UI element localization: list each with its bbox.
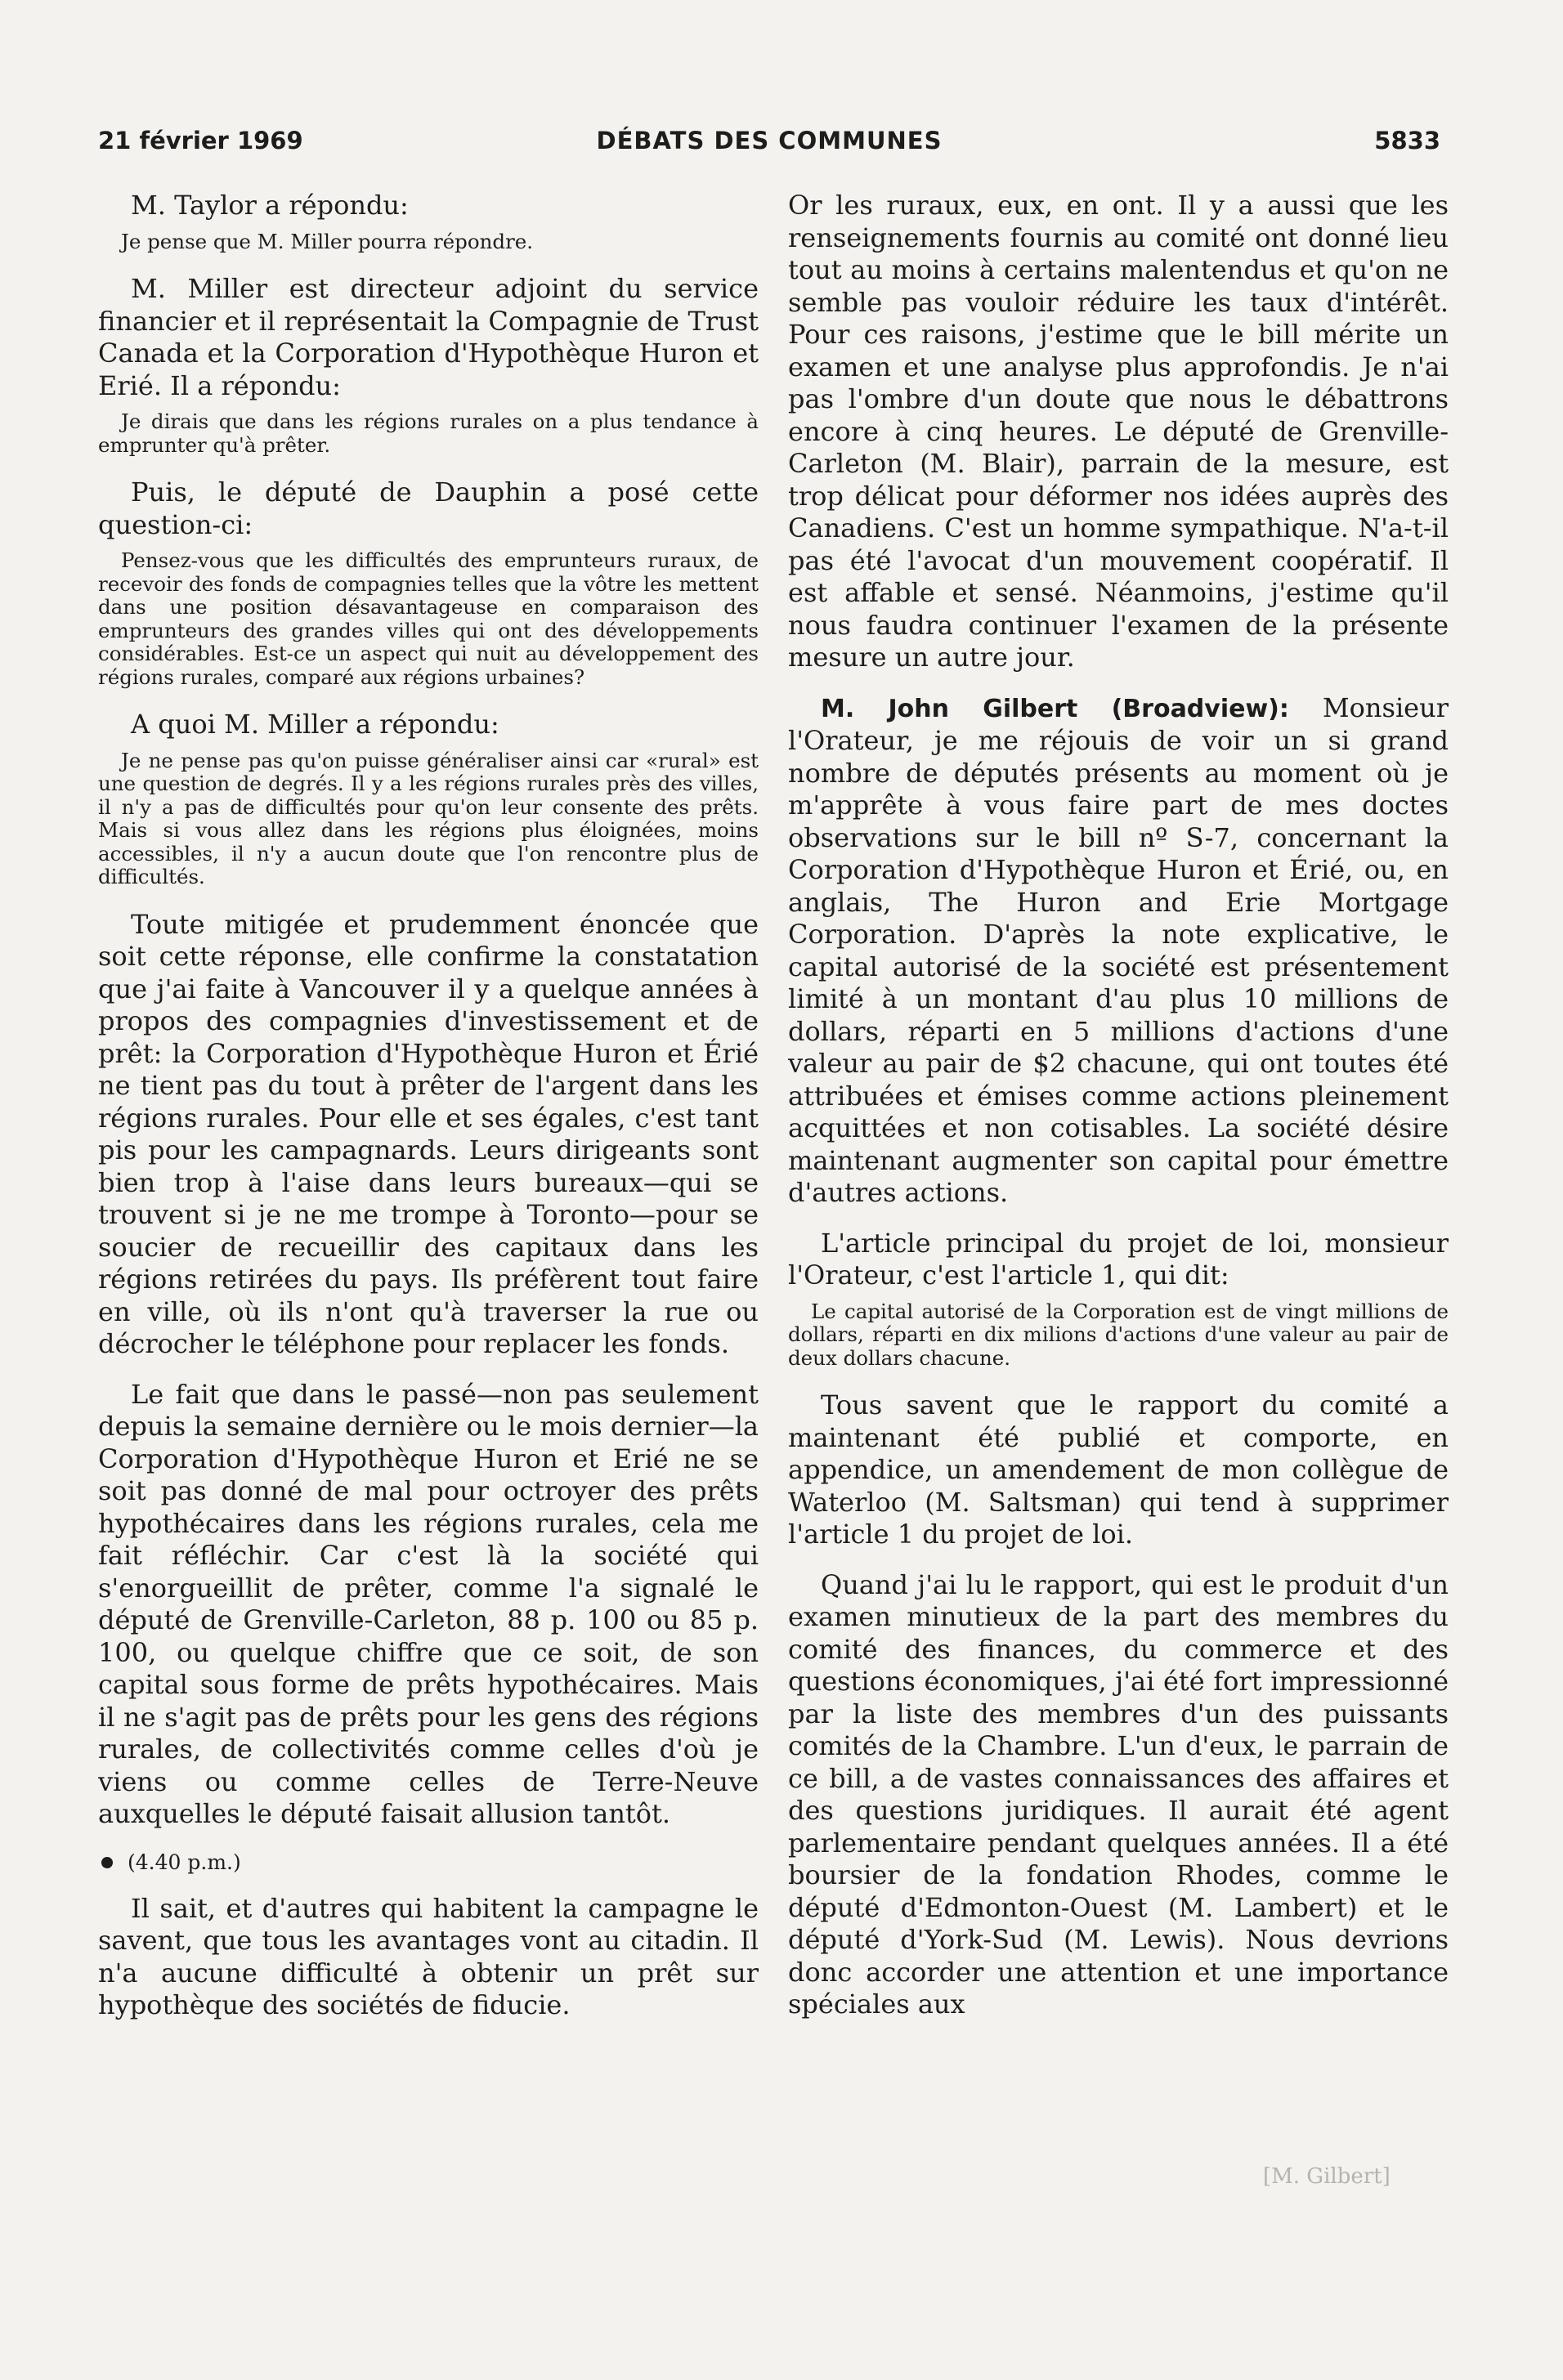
bullet-icon: [101, 1857, 113, 1868]
header-date: 21 février 1969: [98, 127, 303, 154]
page-number: 5833: [1374, 127, 1440, 154]
paragraph: Toute mitigée et prudemment énoncée que soit cette réponse, elle confirme la constatation que j'ai faite à Vancouver il y a quelque années à propos des compagnies d'investissement et de prêt: la Corporation d'Hypothèque Huron et Érié ne tient pas du tout à prêter de l'argent dans les régions rurales. Pour elle et ses égales, c'est tant pis pour les campagnards. Leurs dirigeants sont bien trop à l'aise dans leurs bureaux—qui se trouvent si je ne me trompe à Toronto—pour se soucier de recueillir des capitaux dans les régions retirées du pays. Ils préfèrent tout faire en ville, où ils n'ont qu'à traverser la rue ou décrocher le téléphone pour replacer les fonds.: [98, 908, 759, 1359]
running-header: [98, 127, 1440, 163]
left-column: [98, 190, 759, 2168]
paragraph: Or les ruraux, eux, en ont. Il y a aussi que les renseignements fournis au comité ont donné lieu tout au moins à certains malentendus et qu'on ne semble pas vouloir réduire les taux d'intérêt. Pour ces raisons, j'estime que le bill mérite un examen et une analyse plus approfondis. Je n'ai pas l'ombre d'un doute que nous le débattrons encore à cinq heures. Le député de Grenville-Carleton (M. Blair), parrain de la mesure, est trop délicat pour déformer nos idées auprès des Canadiens. C'est un homme sympathique. N'a-t-il pas été l'avocat d'un mouvement coopératif. Il est affable et sensé. Néanmoins, j'estime qu'il nous faudra continuer l'examen de la présente mesure un autre jour.: [788, 190, 1449, 673]
paragraph: Puis, le député de Dauphin a posé cette question-ci:: [98, 476, 759, 540]
right-column: [788, 190, 1449, 2168]
paragraph: L'article principal du projet de loi, monsieur l'Orateur, c'est l'article 1, qui dit:: [788, 1227, 1449, 1291]
quotation: Pensez-vous que les difficultés des emprunteurs ruraux, de recevoir des fonds de compagnies telles que la vôtre les mettent dans une position désavantageuse en comparaison des emprunteurs des grandes villes qui ont des développements considérables. Est-ce un aspect qui nuit au développement des régions rurales, comparé aux régions urbaines?: [98, 548, 759, 689]
paragraph: Le fait que dans le passé—non pas seulement depuis la semaine dernière ou le mois dernier—la Corporation d'Hypothèque Huron et Erié ne se soit pas donné de mal pour octroyer des prêts hypothécaires dans les régions rurales, cela me fait réfléchir. Car c'est là la société qui s'enorgueillit de prêter, comme l'a signalé le député de Grenville-Carleton, 88 p. 100 ou 85 p. 100, ou quelque chiffre que ce soit, de son capital sous forme de prêts hypothécaires. Mais il ne s'agit pas de prêts pour les gens des régions rurales, de collectivités comme celles d'où je viens ou comme celles de Terre-Neuve auxquelles le député faisait allusion tantôt.: [98, 1378, 759, 1829]
header-title: DÉBATS DES COMMUNES: [596, 127, 943, 154]
paragraph: Quand j'ai lu le rapport, qui est le produit d'un examen minutieux de la part des membres du comité des finances, du commerce et des questions économiques, j'ai été fort impressionné par la liste des membres d'un des puissants comités de la Chambre. L'un d'eux, le parrain de ce bill, a de vastes connaissances des affaires et des questions juridiques. Il aurait été agent parlementaire pendant quelques années. Il a été boursier de la fondation Rhodes, comme le député d'Edmonton-Ouest (M. Lambert) et le député d'York-Sud (M. Lewis). Nous devrions donc accorder une attention et une importance spéciales aux: [788, 1568, 1449, 2020]
paragraph: M. Miller est directeur adjoint du service financier et il représentait la Compagnie de Trust Canada et la Corporation d'Hypothèque Huron et Erié. Il a répondu:: [98, 273, 759, 401]
show-through-text: [M. Gilbert]: [1263, 2164, 1391, 2189]
quotation: Je ne pense pas qu'on puisse généraliser ainsi car «rural» est une question de degrés. Il y a les régions rurales près des villes, il n'y a pas de difficultés pour qu'on leur consente des prêts. Mais si vous allez dans les régions plus éloignées, moins accessibles, il n'y a aucun doute que l'on rencontre plus de difficultés.: [98, 748, 759, 888]
timestamp-text: (4.40 p.m.): [128, 1850, 241, 1874]
quotation: Je dirais que dans les régions rurales on a plus tendance à emprunter qu'à prêter.: [98, 409, 759, 457]
paragraph: A quoi M. Miller a répondu:: [131, 709, 499, 740]
speech-paragraph: [788, 692, 1449, 1210]
speech-text: Monsieur l'Orateur, je me réjouis de voir un si grand nombre de députés présents au moment où je m'apprête à vous faire part de mes doctes observations sur le bill nº S-7, concernant la Corporation d'Hypothèque Huron et Érié, ou, en anglais, The Huron and Erie Mortgage Corporation. D'après la note explicative, le capital autorisé de la société est présentement limité à un montant d'au plus 10 millions de dollars, réparti en 5 millions d'actions d'une valeur au pair de $2 chacune, qui ont toutes été attribuées et émises comme actions pleinement acquittées et non cotisables. La société désire maintenant augmenter son capital pour émettre d'autres actions.: [788, 691, 1449, 1208]
quotation: Le capital autorisé de la Corporation est de vingt millions de dollars, réparti en dix milions d'actions d'une valeur au pair de deux dollars chacune.: [788, 1299, 1449, 1370]
speaker-name: M. John Gilbert (Broadview):: [821, 694, 1289, 723]
timestamp: [98, 1849, 759, 1877]
paragraph: Il sait, et d'autres qui habitent la campagne le savent, que tous les avantages vont au citadin. Il n'a aucune difficulté à obtenir un prêt sur hypothèque des sociétés de fiducie.: [98, 1892, 759, 2020]
paragraph: Tous savent que le rapport du comité a maintenant été publié et comporte, en appendice, un amendement de mon collègue de Waterloo (M. Saltsman) qui tend à supprimer l'article 1 du projet de loi.: [788, 1389, 1449, 1550]
quotation: Je pense que M. Miller pourra répondre.: [121, 229, 534, 253]
paragraph: M. Taylor a répondu:: [131, 190, 409, 221]
